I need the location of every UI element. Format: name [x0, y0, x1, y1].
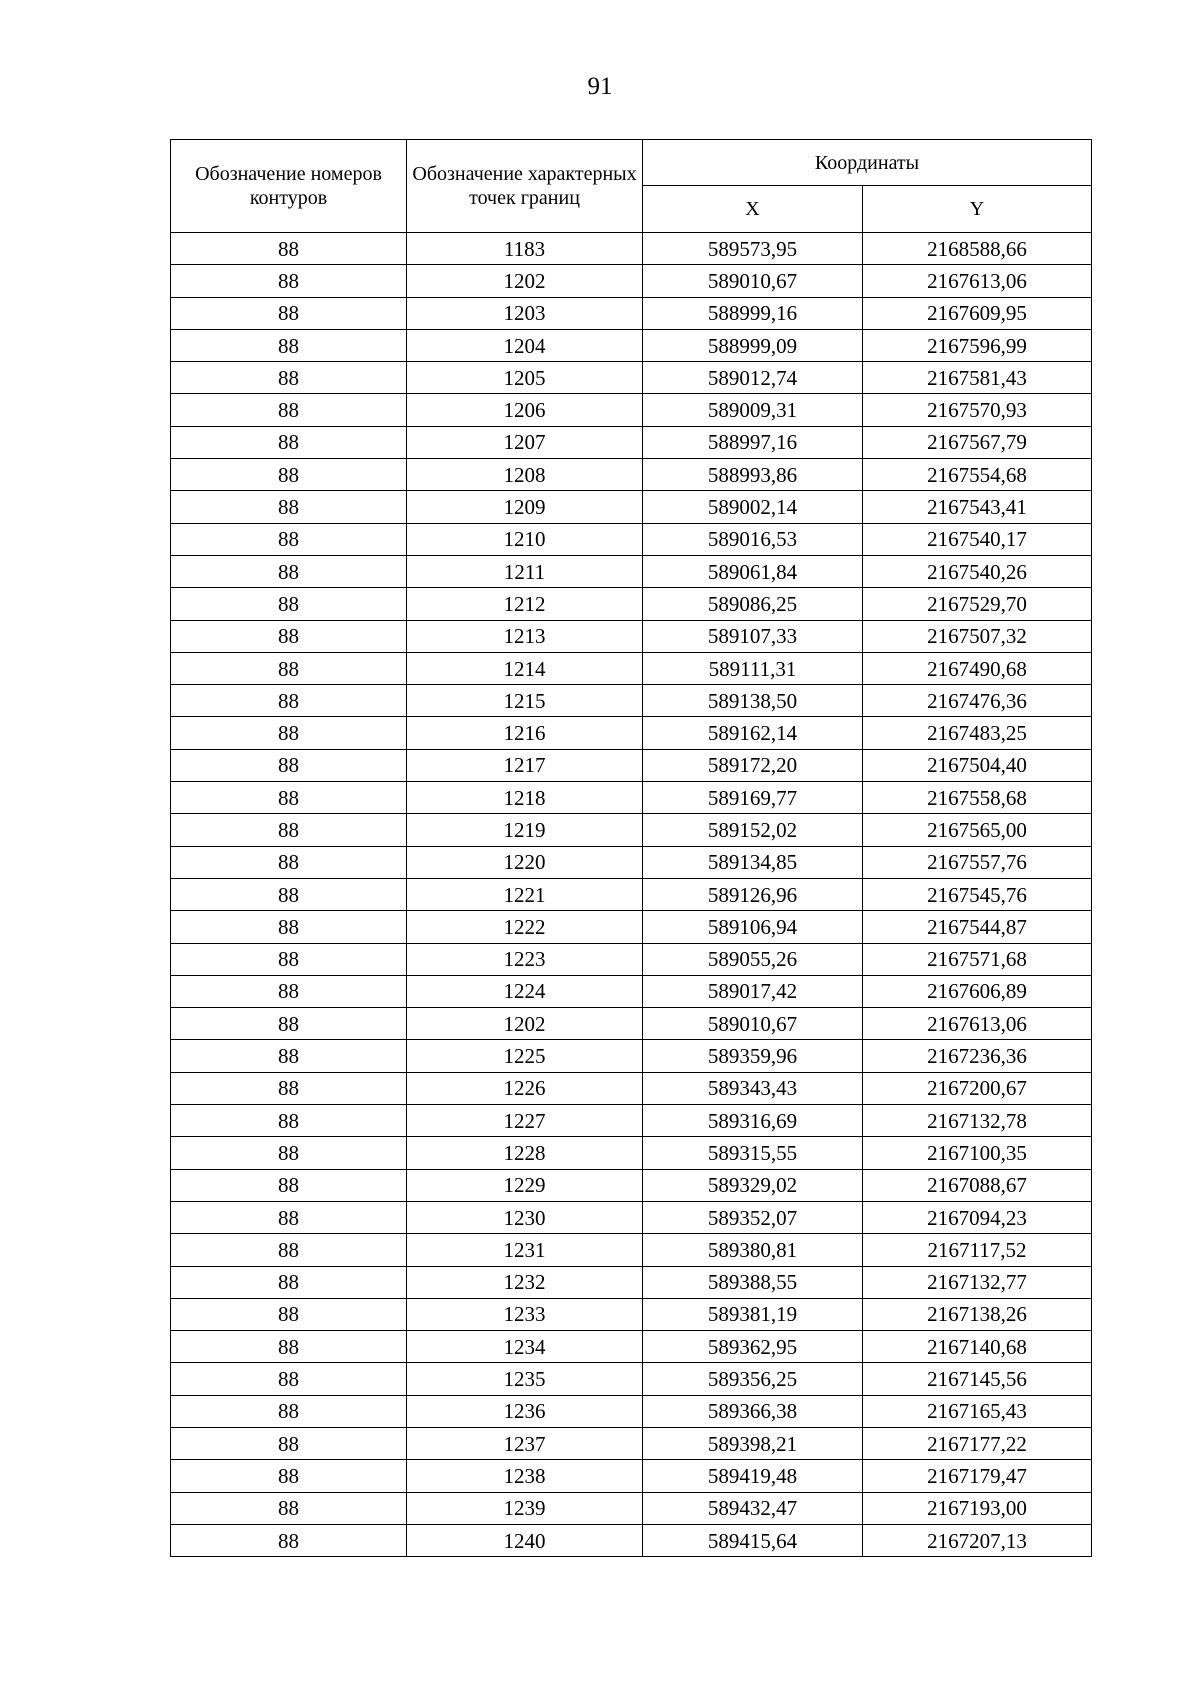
point-cell: 1218 [407, 782, 643, 814]
contour-cell: 88 [171, 1234, 407, 1266]
y-cell: 2167558,68 [863, 782, 1092, 814]
x-cell: 589352,07 [643, 1201, 863, 1233]
table-row [171, 233, 1092, 265]
x-cell: 589172,20 [643, 749, 863, 781]
x-cell: 589061,84 [643, 555, 863, 587]
x-cell: 589169,77 [643, 782, 863, 814]
x-cell: 589398,21 [643, 1427, 863, 1459]
point-cell: 1202 [407, 265, 643, 297]
y-cell: 2167570,93 [863, 394, 1092, 426]
x-cell: 589432,47 [643, 1492, 863, 1524]
contour-cell: 88 [171, 588, 407, 620]
x-cell: 588997,16 [643, 426, 863, 458]
table-row [171, 1298, 1092, 1330]
point-cell: 1205 [407, 362, 643, 394]
point-cell: 1237 [407, 1427, 643, 1459]
point-cell: 1215 [407, 685, 643, 717]
coordinates-table [170, 139, 1092, 1557]
header-y: Y [863, 186, 1092, 233]
x-cell: 589329,02 [643, 1169, 863, 1201]
y-cell: 2167581,43 [863, 362, 1092, 394]
contour-cell: 88 [171, 814, 407, 846]
table-row [171, 1492, 1092, 1524]
x-cell: 589573,95 [643, 233, 863, 265]
x-cell: 589415,64 [643, 1524, 863, 1556]
y-cell: 2167613,06 [863, 1008, 1092, 1040]
x-cell: 589388,55 [643, 1266, 863, 1298]
y-cell: 2167490,68 [863, 652, 1092, 684]
table-row [171, 685, 1092, 717]
point-cell: 1216 [407, 717, 643, 749]
contour-cell: 88 [171, 1298, 407, 1330]
y-cell: 2167236,36 [863, 1040, 1092, 1072]
y-cell: 2167117,52 [863, 1234, 1092, 1266]
contour-cell: 88 [171, 523, 407, 555]
x-cell: 589002,14 [643, 491, 863, 523]
point-cell: 1236 [407, 1395, 643, 1427]
contour-cell: 88 [171, 426, 407, 458]
x-cell: 588999,16 [643, 297, 863, 329]
table-row [171, 652, 1092, 684]
y-cell: 2167540,17 [863, 523, 1092, 555]
contour-cell: 88 [171, 1040, 407, 1072]
table-row [171, 1008, 1092, 1040]
y-cell: 2167507,32 [863, 620, 1092, 652]
y-cell: 2167138,26 [863, 1298, 1092, 1330]
contour-cell: 88 [171, 555, 407, 587]
x-cell: 589016,53 [643, 523, 863, 555]
y-cell: 2167540,26 [863, 555, 1092, 587]
table-row [171, 814, 1092, 846]
table-row [171, 362, 1092, 394]
x-cell: 589111,31 [643, 652, 863, 684]
table-row [171, 1234, 1092, 1266]
point-cell: 1221 [407, 878, 643, 910]
table-row [171, 749, 1092, 781]
table-row [171, 1072, 1092, 1104]
contour-cell: 88 [171, 1105, 407, 1137]
table-row [171, 1266, 1092, 1298]
x-cell: 589138,50 [643, 685, 863, 717]
x-cell: 589356,25 [643, 1363, 863, 1395]
x-cell: 589419,48 [643, 1460, 863, 1492]
y-cell: 2167571,68 [863, 943, 1092, 975]
header-contour: Обозначение номеров контуров [171, 140, 407, 233]
y-cell: 2167543,41 [863, 491, 1092, 523]
y-cell: 2167567,79 [863, 426, 1092, 458]
table-row [171, 523, 1092, 555]
contour-cell: 88 [171, 911, 407, 943]
y-cell: 2167100,35 [863, 1137, 1092, 1169]
table-row [171, 1363, 1092, 1395]
point-cell: 1238 [407, 1460, 643, 1492]
point-cell: 1209 [407, 491, 643, 523]
contour-cell: 88 [171, 1331, 407, 1363]
x-cell: 589359,96 [643, 1040, 863, 1072]
table-row [171, 1040, 1092, 1072]
point-cell: 1220 [407, 846, 643, 878]
y-cell: 2167088,67 [863, 1169, 1092, 1201]
contour-cell: 88 [171, 717, 407, 749]
table-row [171, 588, 1092, 620]
contour-cell: 88 [171, 1363, 407, 1395]
point-cell: 1206 [407, 394, 643, 426]
table-row [171, 1201, 1092, 1233]
point-cell: 1225 [407, 1040, 643, 1072]
point-cell: 1228 [407, 1137, 643, 1169]
contour-cell: 88 [171, 1427, 407, 1459]
point-cell: 1219 [407, 814, 643, 846]
contour-cell: 88 [171, 1524, 407, 1556]
point-cell: 1183 [407, 233, 643, 265]
x-cell: 589162,14 [643, 717, 863, 749]
point-cell: 1214 [407, 652, 643, 684]
point-cell: 1217 [407, 749, 643, 781]
x-cell: 589010,67 [643, 265, 863, 297]
contour-cell: 88 [171, 1008, 407, 1040]
y-cell: 2167145,56 [863, 1363, 1092, 1395]
contour-cell: 88 [171, 1492, 407, 1524]
y-cell: 2167483,25 [863, 717, 1092, 749]
table-row [171, 943, 1092, 975]
x-cell: 589055,26 [643, 943, 863, 975]
x-cell: 589152,02 [643, 814, 863, 846]
y-cell: 2167200,67 [863, 1072, 1092, 1104]
y-cell: 2167613,06 [863, 265, 1092, 297]
point-cell: 1239 [407, 1492, 643, 1524]
header-coordinates: Координаты [643, 140, 1092, 186]
table-row [171, 1395, 1092, 1427]
point-cell: 1211 [407, 555, 643, 587]
y-cell: 2167476,36 [863, 685, 1092, 717]
table-row [171, 782, 1092, 814]
table-row [171, 297, 1092, 329]
y-cell: 2167140,68 [863, 1331, 1092, 1363]
table-row [171, 878, 1092, 910]
table-row [171, 620, 1092, 652]
x-cell: 589380,81 [643, 1234, 863, 1266]
x-cell: 589086,25 [643, 588, 863, 620]
contour-cell: 88 [171, 362, 407, 394]
contour-cell: 88 [171, 943, 407, 975]
table-row [171, 911, 1092, 943]
point-cell: 1235 [407, 1363, 643, 1395]
x-cell: 589362,95 [643, 1331, 863, 1363]
contour-cell: 88 [171, 329, 407, 361]
point-cell: 1234 [407, 1331, 643, 1363]
y-cell: 2167207,13 [863, 1524, 1092, 1556]
x-cell: 589134,85 [643, 846, 863, 878]
table-header [171, 140, 1092, 233]
point-cell: 1223 [407, 943, 643, 975]
contour-cell: 88 [171, 233, 407, 265]
contour-cell: 88 [171, 1460, 407, 1492]
y-cell: 2167504,40 [863, 749, 1092, 781]
contour-cell: 88 [171, 1266, 407, 1298]
point-cell: 1227 [407, 1105, 643, 1137]
y-cell: 2167132,78 [863, 1105, 1092, 1137]
point-cell: 1222 [407, 911, 643, 943]
contour-cell: 88 [171, 749, 407, 781]
x-cell: 589107,33 [643, 620, 863, 652]
y-cell: 2167544,87 [863, 911, 1092, 943]
table-row [171, 846, 1092, 878]
point-cell: 1202 [407, 1008, 643, 1040]
y-cell: 2167132,77 [863, 1266, 1092, 1298]
x-cell: 589366,38 [643, 1395, 863, 1427]
y-cell: 2167179,47 [863, 1460, 1092, 1492]
y-cell: 2167606,89 [863, 975, 1092, 1007]
x-cell: 588993,86 [643, 459, 863, 491]
contour-cell: 88 [171, 394, 407, 426]
point-cell: 1240 [407, 1524, 643, 1556]
contour-cell: 88 [171, 846, 407, 878]
table-row [171, 426, 1092, 458]
point-cell: 1213 [407, 620, 643, 652]
table-row [171, 394, 1092, 426]
table-row [171, 1460, 1092, 1492]
x-cell: 589009,31 [643, 394, 863, 426]
contour-cell: 88 [171, 1201, 407, 1233]
x-cell: 589106,94 [643, 911, 863, 943]
point-cell: 1207 [407, 426, 643, 458]
y-cell: 2167565,00 [863, 814, 1092, 846]
table-row [171, 975, 1092, 1007]
contour-cell: 88 [171, 975, 407, 1007]
point-cell: 1210 [407, 523, 643, 555]
y-cell: 2167545,76 [863, 878, 1092, 910]
table-row [171, 1137, 1092, 1169]
table-row [171, 717, 1092, 749]
contour-cell: 88 [171, 1395, 407, 1427]
contour-cell: 88 [171, 1137, 407, 1169]
table-row [171, 265, 1092, 297]
point-cell: 1230 [407, 1201, 643, 1233]
x-cell: 589343,43 [643, 1072, 863, 1104]
contour-cell: 88 [171, 878, 407, 910]
contour-cell: 88 [171, 1072, 407, 1104]
contour-cell: 88 [171, 620, 407, 652]
point-cell: 1208 [407, 459, 643, 491]
contour-cell: 88 [171, 782, 407, 814]
point-cell: 1224 [407, 975, 643, 1007]
point-cell: 1204 [407, 329, 643, 361]
x-cell: 589017,42 [643, 975, 863, 1007]
y-cell: 2167554,68 [863, 459, 1092, 491]
point-cell: 1203 [407, 297, 643, 329]
page-number: 91 [587, 73, 613, 100]
y-cell: 2167529,70 [863, 588, 1092, 620]
table-row [171, 459, 1092, 491]
contour-cell: 88 [171, 297, 407, 329]
header-x: X [643, 186, 863, 233]
table-body [171, 233, 1092, 1557]
x-cell: 588999,09 [643, 329, 863, 361]
point-cell: 1212 [407, 588, 643, 620]
point-cell: 1229 [407, 1169, 643, 1201]
y-cell: 2167094,23 [863, 1201, 1092, 1233]
x-cell: 589316,69 [643, 1105, 863, 1137]
contour-cell: 88 [171, 491, 407, 523]
table-row [171, 1524, 1092, 1556]
contour-cell: 88 [171, 685, 407, 717]
contour-cell: 88 [171, 1169, 407, 1201]
table-row [171, 555, 1092, 587]
x-cell: 589381,19 [643, 1298, 863, 1330]
contour-cell: 88 [171, 652, 407, 684]
table-row [171, 329, 1092, 361]
x-cell: 589010,67 [643, 1008, 863, 1040]
y-cell: 2168588,66 [863, 233, 1092, 265]
contour-cell: 88 [171, 459, 407, 491]
y-cell: 2167609,95 [863, 297, 1092, 329]
y-cell: 2167165,43 [863, 1395, 1092, 1427]
y-cell: 2167596,99 [863, 329, 1092, 361]
header-point: Обозначение характерных точек границ [407, 140, 643, 233]
contour-cell: 88 [171, 265, 407, 297]
point-cell: 1226 [407, 1072, 643, 1104]
table-row [171, 1427, 1092, 1459]
table-row [171, 1169, 1092, 1201]
table-row [171, 1331, 1092, 1363]
table-row [171, 491, 1092, 523]
x-cell: 589012,74 [643, 362, 863, 394]
x-cell: 589126,96 [643, 878, 863, 910]
table-row [171, 1105, 1092, 1137]
y-cell: 2167193,00 [863, 1492, 1092, 1524]
point-cell: 1231 [407, 1234, 643, 1266]
x-cell: 589315,55 [643, 1137, 863, 1169]
y-cell: 2167557,76 [863, 846, 1092, 878]
point-cell: 1232 [407, 1266, 643, 1298]
point-cell: 1233 [407, 1298, 643, 1330]
y-cell: 2167177,22 [863, 1427, 1092, 1459]
